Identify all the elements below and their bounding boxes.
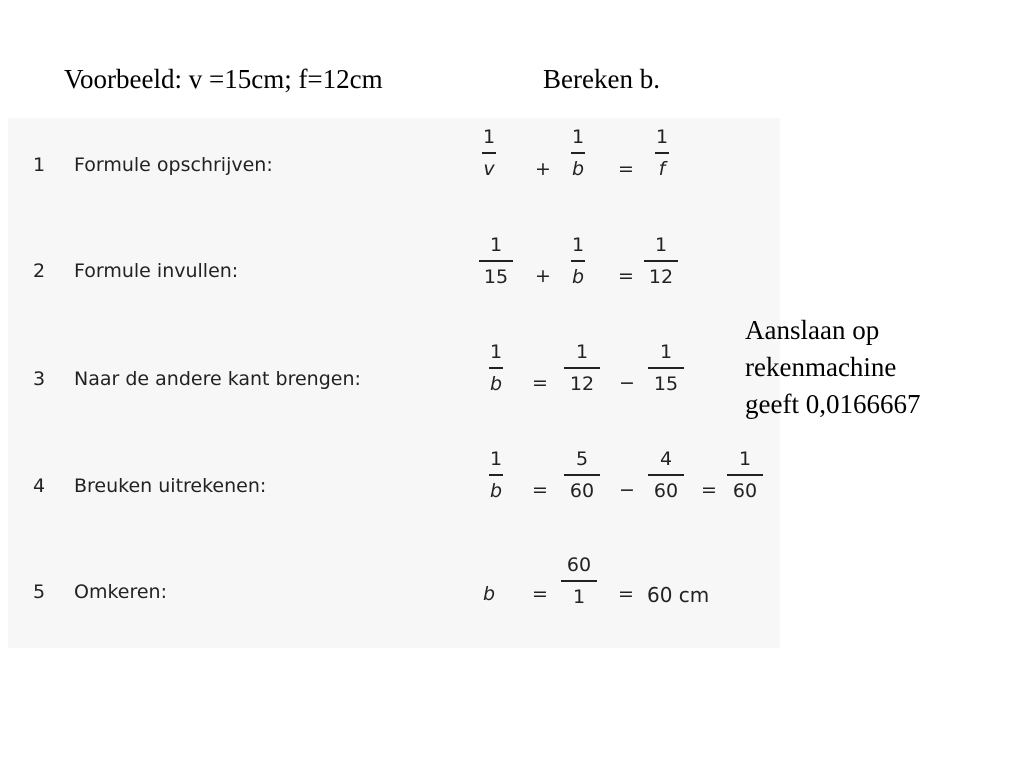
numerator: 1 [655,126,669,148]
fraction-bar [644,260,678,262]
equals-sign: = [618,158,634,180]
step-label: Omkeren: [74,581,168,603]
fraction [561,552,597,610]
denominator: 12 [569,372,595,395]
fraction-bar [482,152,496,154]
denominator: b [571,157,585,180]
task-heading: Bereken b. [543,64,660,94]
fraction [648,446,684,504]
step-label: Formule opschrijven: [74,154,273,176]
equals-sign: = [532,372,548,394]
numerator: 1 [571,126,585,148]
denominator: 60 [653,479,679,502]
numerator: 1 [489,448,503,470]
example-heading: Voorbeeld: v =15cm; f=12cm [64,64,383,94]
denominator: 60 [732,479,758,502]
denominator: 60 [569,479,595,502]
fraction-bar [727,474,763,476]
fraction [571,124,585,182]
fraction [655,124,669,182]
step-row-3 [8,368,468,398]
step-row-2 [8,260,468,290]
fraction-bar [489,367,503,369]
fraction [489,339,503,397]
fraction-bar [648,474,684,476]
equals-sign: = [618,583,634,605]
denominator: v [483,157,495,180]
fraction-bar [564,474,600,476]
fraction-bar [564,367,600,369]
step-number: 1 [33,154,46,176]
note-line-3: geeft 0,0166667 [745,389,921,419]
step-label: Formule invullen: [74,260,239,282]
fraction [564,446,600,504]
numerator: 1 [489,341,503,363]
note-line-2: rekenmachine [745,352,897,382]
step-row-1 [8,154,468,184]
denominator: b [571,265,585,288]
minus-sign: − [619,479,635,501]
worked-example-panel [8,118,780,648]
fraction [571,232,585,290]
step-row-4 [8,475,468,505]
denominator: 15 [483,265,509,288]
fraction-bar [648,367,684,369]
denominator: b [489,372,503,395]
denominator: 12 [648,265,674,288]
note-line-1: Aanslaan op [745,315,880,345]
numerator: 1 [482,126,496,148]
numerator: 1 [489,234,503,256]
equals-sign: = [532,479,548,501]
equals-sign: = [701,479,717,501]
variable-b: b [483,583,496,605]
calculator-note [745,312,920,423]
denominator: b [489,479,503,502]
step-number: 5 [33,581,46,603]
denominator: f [658,157,666,180]
step-label: Breuken uitrekenen: [74,475,267,497]
fraction [727,446,763,504]
numerator: 1 [571,234,585,256]
numerator: 5 [575,448,589,470]
step-label: Naar de andere kant brengen: [74,368,361,390]
numerator: 60 [566,554,592,576]
numerator: 1 [654,234,668,256]
fraction [648,339,684,397]
fraction-bar [489,474,503,476]
numerator: 1 [575,341,589,363]
fraction-bar [571,260,585,262]
fraction-bar [479,260,513,262]
numerator: 1 [738,448,752,470]
equals-sign: = [618,265,634,287]
step-number: 3 [33,368,46,390]
denominator: 15 [653,372,679,395]
fraction [479,232,513,290]
step-row-5 [8,581,468,611]
fraction [644,232,678,290]
numerator: 4 [659,448,673,470]
fraction [564,339,600,397]
denominator: 1 [572,585,586,608]
fraction [482,124,496,182]
equals-sign: = [532,583,548,605]
fraction-bar [561,580,597,582]
fraction-bar [655,152,669,154]
plus-sign: + [535,265,551,287]
fraction [489,446,503,504]
step-number: 2 [33,260,46,282]
step-number: 4 [33,475,46,497]
numerator: 1 [659,341,673,363]
fraction-bar [571,152,585,154]
plus-sign: + [535,158,551,180]
result-value: 60 cm [647,583,710,607]
minus-sign: − [619,372,635,394]
